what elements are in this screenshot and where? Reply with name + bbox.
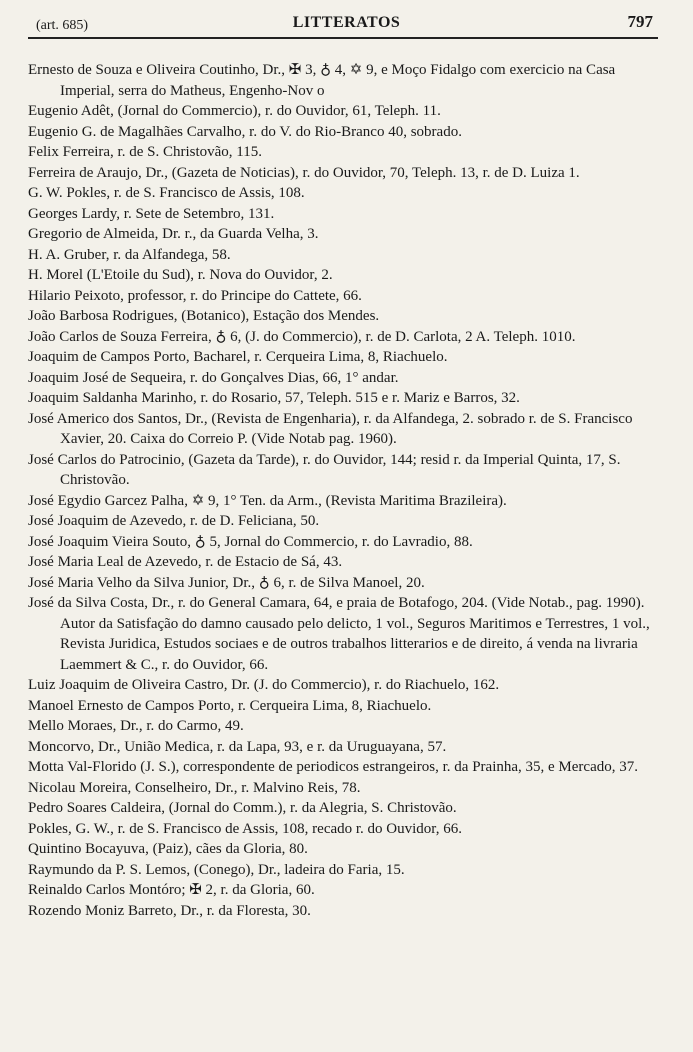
directory-entry: G. W. Pokles, r. de S. Francisco de Assis, 108. (28, 185, 305, 201)
directory-entry: Motta Val-Florido (J. S.), correspondente de periodicos estrangeiros, r. da Prainha, 35, e Mercado, 37. (28, 759, 638, 775)
directory-entry: José Maria Leal de Azevedo, r. de Estacio de Sá, 43. (28, 554, 343, 570)
header-rule (28, 37, 658, 39)
directory-entry: João Carlos de Souza Ferreira, ♁ 6, (J. do Commercio), r. de D. Carlota, 2 A. Teleph. 1010. (28, 328, 576, 345)
directory-entry: Joaquim Saldanha Marinho, r. do Rosario, 57, Teleph. 515 e r. Mariz e Barros, 32. (28, 390, 520, 406)
directory-list (28, 60, 668, 921)
directory-entry: H. A. Gruber, r. da Alfandega, 58. (28, 246, 231, 263)
directory-entry: Moncorvo, Dr., União Medica, r. da Lapa, 93, e r. da Uruguayana, 57. (28, 738, 447, 755)
directory-entry: José Joaquim de Azevedo, r. de D. Feliciana, 50. (28, 513, 320, 529)
directory-entry: Quintino Bocayuva, (Paiz), cães da Gloria, 80. (28, 841, 308, 857)
directory-entry: João Barbosa Rodrigues, (Botanico), Estação dos Mendes. (28, 308, 380, 324)
directory-entry: José Maria Velho da Silva Junior, Dr., ♁ 6, r. de Silva Manoel, 20. (28, 574, 425, 591)
directory-entry: Mello Moraes, Dr., r. do Carmo, 49. (28, 718, 244, 734)
directory-entry: Reinaldo Carlos Montóro; ✠ 2, r. da Gloria, 60. (28, 882, 315, 898)
directory-entry: Nicolau Moreira, Conselheiro, Dr., r. Malvino Reis, 78. (28, 779, 361, 796)
directory-entry: Ernesto de Souza e Oliveira Coutinho, Dr., ✠ 3, ♁ 4, ✡ 9, e Moço Fidalgo com exercicio na Casa Imperial, serra do Matheus, Engenho-Nov o (28, 62, 616, 99)
directory-entry: José Joaquim Vieira Souto, ♁ 5, Jornal do Commercio, r. do Lavradio, 88. (28, 533, 473, 550)
directory-entry: José Americo dos Santos, Dr., (Revista de Engenharia), r. da Alfandega, 2. sobrado r. de S. Francisco Xavier, 20. Caixa do Correio P. (Vide Notab pag. 1960). (28, 410, 633, 447)
directory-entry: Pokles, G. W., r. de S. Francisco de Assis, 108, recado r. do Ouvidor, 66. (28, 820, 462, 837)
directory-entry: Eugenio G. de Magalhães Carvalho, r. do V. do Rio-Branco 40, sobrado. (28, 123, 462, 140)
directory-entry: Pedro Soares Caldeira, (Jornal do Comm.), r. da Alegria, S. Christovão. (28, 800, 457, 816)
directory-entry: Luiz Joaquim de Oliveira Castro, Dr. (J. do Commercio), r. do Riachuelo, 162. (28, 677, 500, 693)
page-header (0, 0, 693, 40)
directory-entry: José Egydio Garcez Palha, ✡ 9, 1° Ten. da Arm., (Revista Maritima Brazileira). (28, 492, 507, 509)
directory-entry: José da Silva Costa, Dr., r. do General Camara, 64, e praia de Botafogo, 204. (Vide Notab., pag. 1990). Autor da Satisfação do damno causado pelo delicto, 1 vol., Seguros Maritimos e Terrestres, 1 vol., Revista Juridica, Estudos sociaes e de outros trabalhos litterarios e de direito, á venda na livraria Laemmert & C., r. do Ouvidor, 66. (28, 595, 650, 673)
directory-entry: Joaquim José de Sequeira, r. do Gonçalves Dias, 66, 1° andar. (28, 369, 399, 386)
directory-entry: José Carlos do Patrocinio, (Gazeta da Tarde), r. do Ouvidor, 144; resid r. da Imperial Quinta, 17, S. Christovão. (28, 451, 621, 488)
directory-entry: Manoel Ernesto de Campos Porto, r. Cerqueira Lima, 8, Riachuelo. (28, 697, 432, 714)
page-number: 797 (627, 12, 653, 31)
directory-entry: Raymundo da P. S. Lemos, (Conego), Dr., ladeira do Faria, 15. (28, 861, 405, 878)
directory-entry: Eugenio Adêt, (Jornal do Commercio), r. do Ouvidor, 61, Teleph. 11. (28, 103, 441, 119)
directory-entry: Gregorio de Almeida, Dr. r., da Guarda Velha, 3. (28, 226, 319, 242)
article-reference: (art. 685) (36, 18, 89, 33)
directory-entry: Georges Lardy, r. Sete de Setembro, 131. (28, 205, 275, 222)
section-title: LITTERATOS (292, 14, 401, 31)
directory-entry: Rozendo Moniz Barreto, Dr., r. da Floresta, 30. (28, 902, 311, 919)
directory-entry: Hilario Peixoto, professor, r. do Principe do Cattete, 66. (28, 287, 362, 304)
directory-entry: Felix Ferreira, r. de S. Christovão, 115. (28, 144, 262, 160)
directory-entry: Joaquim de Campos Porto, Bacharel, r. Cerqueira Lima, 8, Riachuelo. (28, 349, 448, 365)
directory-entry: Ferreira de Araujo, Dr., (Gazeta de Noticias), r. do Ouvidor, 70, Teleph. 13, r. de D. Luiza 1. (28, 164, 580, 181)
directory-entry: H. Morel (L'Etoile du Sud), r. Nova do Ouvidor, 2. (28, 267, 333, 283)
